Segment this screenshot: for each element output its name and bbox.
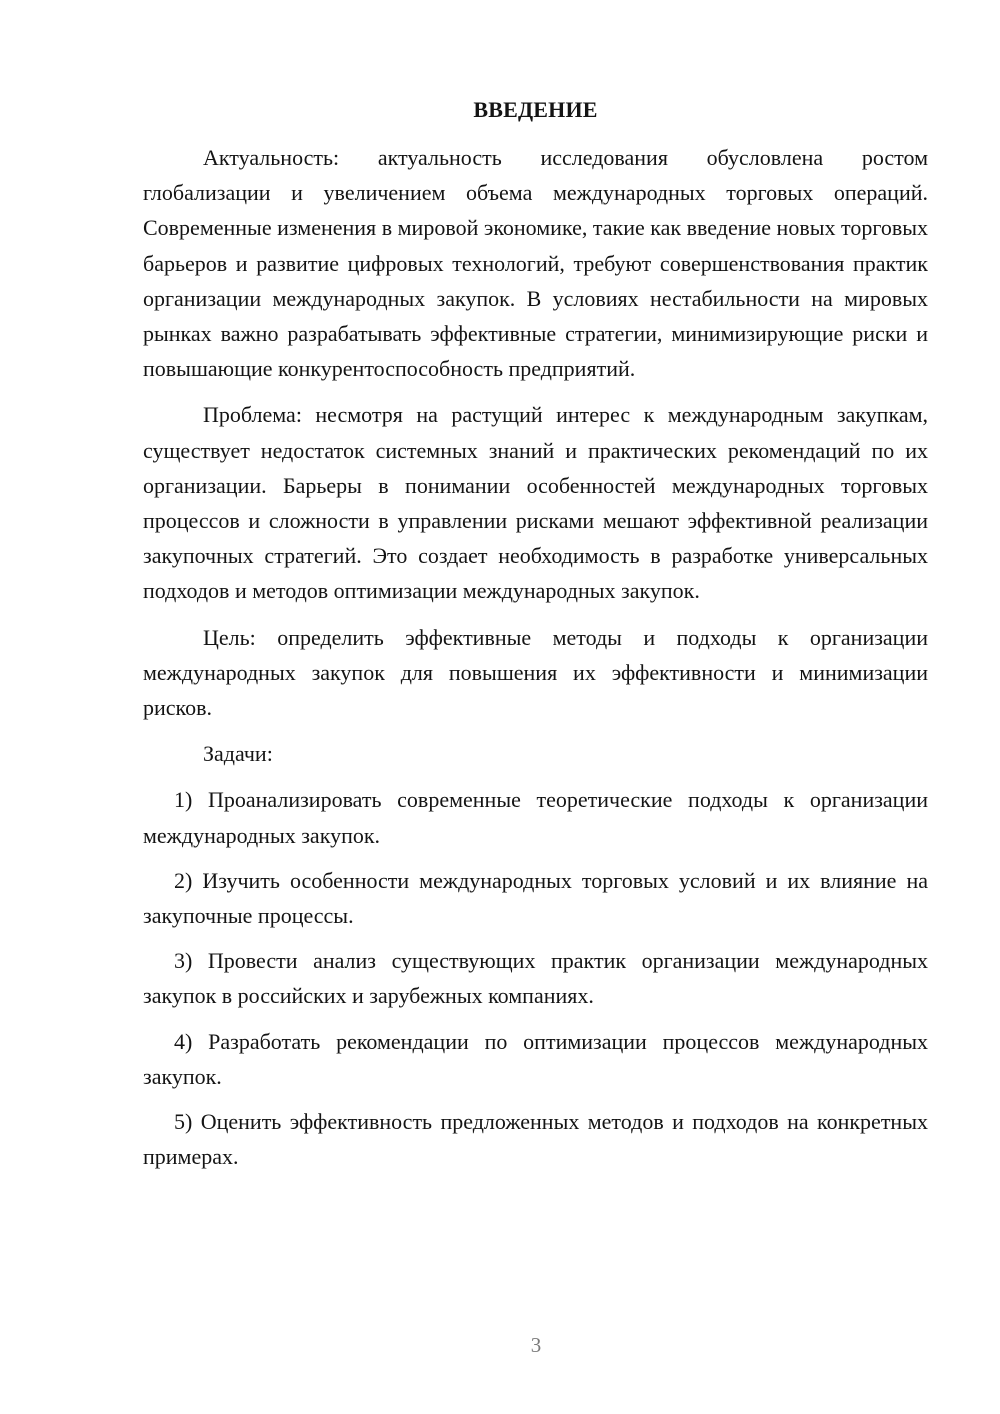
tasks-label: Задачи:: [203, 741, 273, 767]
paragraph-goal: Цель: определить эффективные методы и подходы к организации международных закупок для повышения их эффективности и минимизации рисков.: [143, 624, 928, 721]
paragraph-problem: Проблема: несмотря на растущий интерес к международным закупкам, существует недостаток системных знаний и практических рекомендаций по их организации. Барьеры в понимании особенностей международных торговых процессов и сложности в управлении рисками мешают эффективной реализации закупочных стратегий. Это создает необходимость в разработке универсальных подходов и методов оптимизации международных закупок.: [143, 402, 928, 604]
page-number: 3: [530, 1333, 542, 1357]
task-item: 1) Проанализировать современные теоретические подходы к организации международных закупок.: [143, 787, 928, 848]
task-item: 3) Провести анализ существующих практик организации международных закупок в российских и зарубежных компаниях.: [143, 948, 928, 1009]
section-heading: ВВЕДЕНИЕ: [473, 97, 598, 122]
task-item: 5) Оценить эффективность предложенных методов и подходов на конкретных примерах.: [143, 1109, 928, 1170]
page-body: [143, 92, 928, 1184]
paragraph-relevance: Актуальность: актуальность исследования обусловлена ростом глобализации и увеличением объема международных торговых операций. Современные изменения в мировой экономике, такие как введение новых торговых барьеров и развитие цифровых технологий, требуют совершенствования практик организации международных закупок. В условиях нестабильности на мировых рынках важно разрабатывать эффективные стратегии, минимизирующие риски и повышающие конкурентоспособность предприятий.: [143, 145, 928, 382]
task-item: 2) Изучить особенности международных торговых условий и их влияние на закупочные процессы.: [143, 867, 928, 929]
task-item: 4) Разработать рекомендации по оптимизации процессов международных закупок.: [143, 1028, 928, 1089]
